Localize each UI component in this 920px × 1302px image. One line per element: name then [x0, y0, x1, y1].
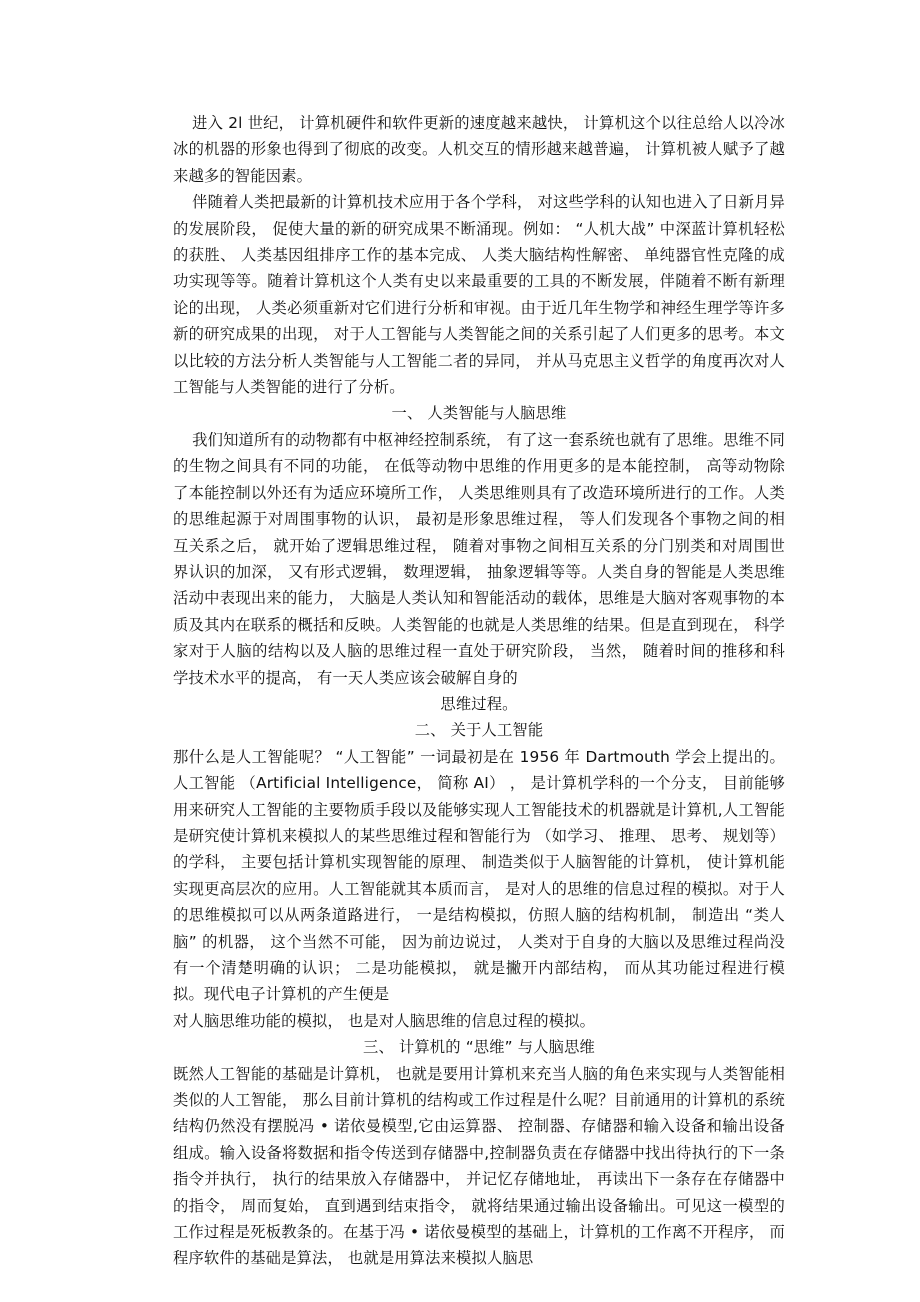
section-2-body: 那什么是人工智能呢？ “人工智能” 一词最初是在 1956 年 Dartmouth 学会上提出的。人工智能 （Artificial Intelligence， 简称 AI） ， 是计算机学科的一个分支， 目前能够用来研究人工智能的主要物质手段以及能够实现人工智能技术的机器就是计算机,人工智能是研究使计算机来模拟人的某些思维过程和智能行为 （如学习、 推理、 思考、 规划等） 的学科， 主要包括计算机实现智能的原理、 制造类似于人脑智能的计算机， 使计算机能实现更高层次的应用。人工智能就其本质而言， 是对人的思维的信息过程的模拟。对于人的思维模拟可以从两条道路进行， 一是结构模拟，仿照人脑的结构机制， 制造出 “类人脑” 的机器， 这个当然不可能， 因为前边说过， 人类对于自身的大脑以及思维过程尚没有一个清楚明确的认识； 二是功能模拟， 就是撇开内部结构， 而从其功能过程进行模拟。现代电子计算机的产生便是 — [173, 747, 785, 1004]
section-3-body: 既然人工智能的基础是计算机， 也就是要用计算机来充当人脑的角色来实现与人类智能相类似的人工智能， 那么目前计算机的结构或工作过程是什么呢？目前通用的计算机的系统结构仍然没有摆脱冯 • 诺依曼模型,它由运算器、 控制器、存储器和输入设备和输出设备组成。输入设备将数据和指令传送到存储器中,控制器负责在存储器中找出待执行的下一条指令并执行， 执行的结果放入存储器中， 并记忆存储地址， 再读出下一条存在存储器中的指令， 周而复始， 直到遇到结束指令， 就将结果通过输出设备输出。可见这一模型的工作过程是死板教条的。在基于冯 • 诺依曼模型的基础上，计算机的工作离不开程序， 而程序软件的基础是算法， 也就是用算法来模拟人脑思 — [173, 1064, 785, 1268]
section-3-heading: 三、 计算机的 “思维” 与人脑思维 — [363, 1038, 595, 1057]
section-2-tail: 对人脑思维功能的模拟， 也是对人脑思维的信息过程的模拟。 — [173, 1011, 596, 1030]
section-1-heading: 一、 人类智能与人脑思维 — [391, 404, 567, 423]
document-page — [173, 110, 785, 1272]
section-1-body: 我们知道所有的动物都有中枢神经控制系统， 有了这一套系统也就有了思维。思维不同的生物之间具有不同的功能， 在低等动物中思维的作用更多的是本能控制， 高等动物除了本能控制以外还有为适应环境所工作， 人类思维则具有了改造环境所进行的工作。人类的思维起源于对周围事物的认识， 最初是形象思维过程， 等人们发现各个事物之间的相互关系之后， 就开始了逻辑思维过程， 随着对事物之间相互关系的分门别类和对周围世界认识的加深， 又有形式逻辑， 数理逻辑， 抽象逻辑等等。人类自身的智能是人类思维活动中表现出来的能力， 大脑是人类认知和智能活动的载体，思维是大脑对客观事物的本质及其内在联系的概括和反映。人类智能的也就是人类思维的结果。但是直到现在， 科学家对于人脑的结构以及人脑的思维过程一直处于研究阶段， 当然， 随着时间的推移和科学技术水平的提高， 有一天人类应该会破解自身的 — [173, 430, 785, 687]
intro-paragraph-1: 进入 2l 世纪， 计算机硬件和软件更新的速度越来越快， 计算机这个以往总给人以冷冰冰的机器的形象也得到了彻底的改变。人机交互的情形越来越普遍， 计算机被人赋予了越来越多的智能因素。 — [173, 114, 785, 185]
section-2-heading: 二、 关于人工智能 — [414, 721, 544, 740]
section-1-tail: 思维过程。 — [440, 694, 518, 713]
intro-paragraph-2: 伴随着人类把最新的计算机技术应用于各个学科， 对这些学科的认知也进入了日新月异的发展阶段， 促使大量的新的研究成果不断涌现。例如： “人机大战” 中深蓝计算机轻松的获胜、 人类基因组排序工作的基本完成、 人类大脑结构性解密、 单纯器官性克隆的成功实现等等。随着计算机这个人类有史以来最重要的工具的不断发展，伴随着不断有新理论的出现， 人类必须重新对它们进行分析和审视。由于近几年生物学和神经生理学等许多新的研究成果的出现， 对于人工智能与人类智能之间的关系引起了人们更多的思考。本文以比较的方法分析人类智能与人工智能二者的异同， 并从马克思主义哲学的角度再次对人工智能与人类智能的进行了分析。 — [173, 193, 785, 397]
